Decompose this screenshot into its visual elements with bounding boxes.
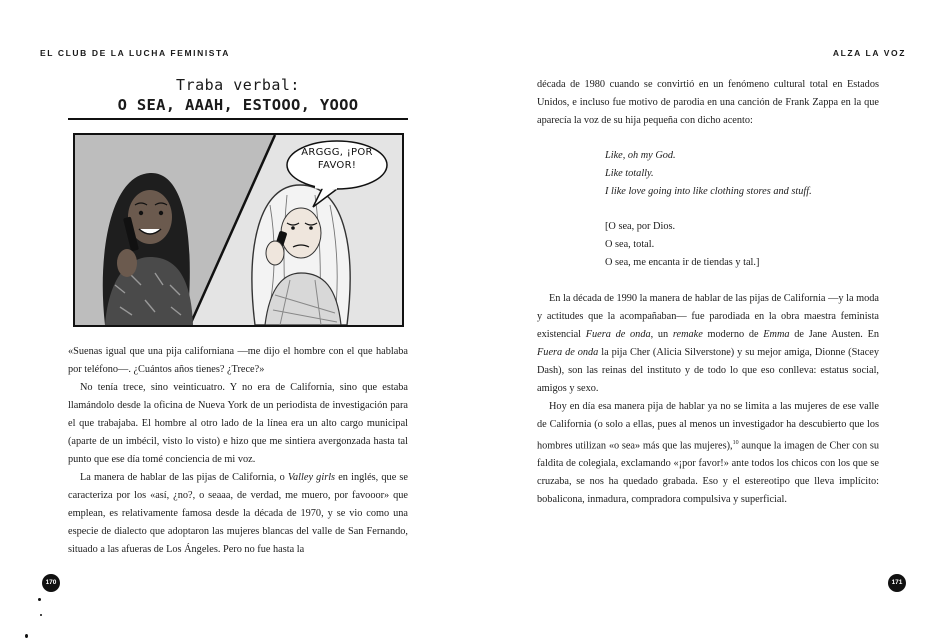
emphasis: Valley girls (287, 472, 336, 483)
spacer (537, 130, 879, 147)
ink-speck (38, 598, 41, 601)
song-quote-spanish: [O sea, por Dios. O sea, total. O sea, me encanta ir de tiendas y tal.] (605, 221, 760, 268)
ink-speck (25, 634, 28, 638)
spacer (537, 272, 879, 290)
paragraph: década de 1980 cuando se convirtió en un fenómeno cultural total en Estados Unidos, e incluso fue motivo de parodia en una canción de Frank Zappa en la que aparecía la voz de su hija pequeña con dicho acento: (537, 79, 879, 126)
left-body-text (68, 343, 408, 559)
ink-speck (40, 614, 42, 616)
paragraph: «Suenas igual que una pija californiana —me dijo el hombre con el que hablaba por teléfono—. ¿Cuántos años tienes? ¿Trece?» (68, 346, 408, 375)
paragraph: No tenía trece, sino veinticuatro. Y no era de California, sino que estaba llamándolo desde la oficina de Nueva York de un periodista de investigación para el que trabajaba. El hombre al otro lado de la línea era un alto cargo municipal (aparte de un imbécil, visto lo visto) e hizo que me sintiera avergonzada hasta tal punto que ese día tomé conciencia de mi voz. (68, 382, 408, 465)
right-body-text (537, 76, 879, 509)
right-page (473, 0, 946, 640)
section-title (68, 76, 408, 115)
title-rule (68, 118, 408, 120)
page-number-left: 170 (42, 574, 60, 592)
section-title-line1: Traba verbal: (176, 76, 300, 94)
paragraph: Hoy en día esa manera pija de hablar ya no se limita a las mujeres de ese valle de California (o solo a ellas, pues al menos un investigador ha descubierto que los hombres utilizan «o sea» más que las mujeres),$^{10}$ aunque la imagen de Cher con su faldita de colegiala, exclamando «¡por favor!» ante todos los chicos con los que se cruzaba, se nos ha quedado grabada. Eso y el estereotipo que lleva implícito: bobalicona, inmadura, compradora compulsiva y superficial. (537, 401, 879, 506)
speech-bubble-text: ARGGG, ¡POR FAVOR! (301, 147, 373, 171)
footnote-marker: 10 (732, 440, 739, 446)
section-title-line2: O SEA, AAAH, ESTOOO, YOOO (117, 96, 359, 114)
paragraph: En la década de 1990 la manera de hablar de las pijas de California —y la moda y actitudes que la acompañaban— fue parodiada en la obra maestra feminista existencial Fuera de onda, un remake moderno de Emma de Jane Austen. En Fuera de onda la pija Cher (Alicia Silverstone) y su mejor amiga, Dionne (Stacey Dash), son las reinas del instituto y de todo lo que eso conlleva: estatus social, amigos y sexo. (537, 293, 880, 394)
running-head-left: EL CLUB DE LA LUCHA FEMINISTA (40, 48, 230, 58)
running-head-right: ALZA LA VOZ (832, 48, 906, 58)
paragraph: La manera de hablar de las pijas de California, o Valley girls en inglés, que se caracteriza por los «así, ¿no?, o seaaa, de verdad, me muero, por favooor» que emplean, es relativamente famosa desde la década de 1970, y se vio como una especie de dialecto que adoptaron las mujeres blancas del valle de San Fernando, situado a las afueras de Los Ángeles. Pero no fue hasta la (68, 472, 409, 555)
song-quote-english: Like, oh my God. Like totally. I like love going into like clothing stores and stuff. (605, 150, 812, 197)
page-number-right: 171 (888, 574, 906, 592)
spacer (537, 201, 879, 218)
